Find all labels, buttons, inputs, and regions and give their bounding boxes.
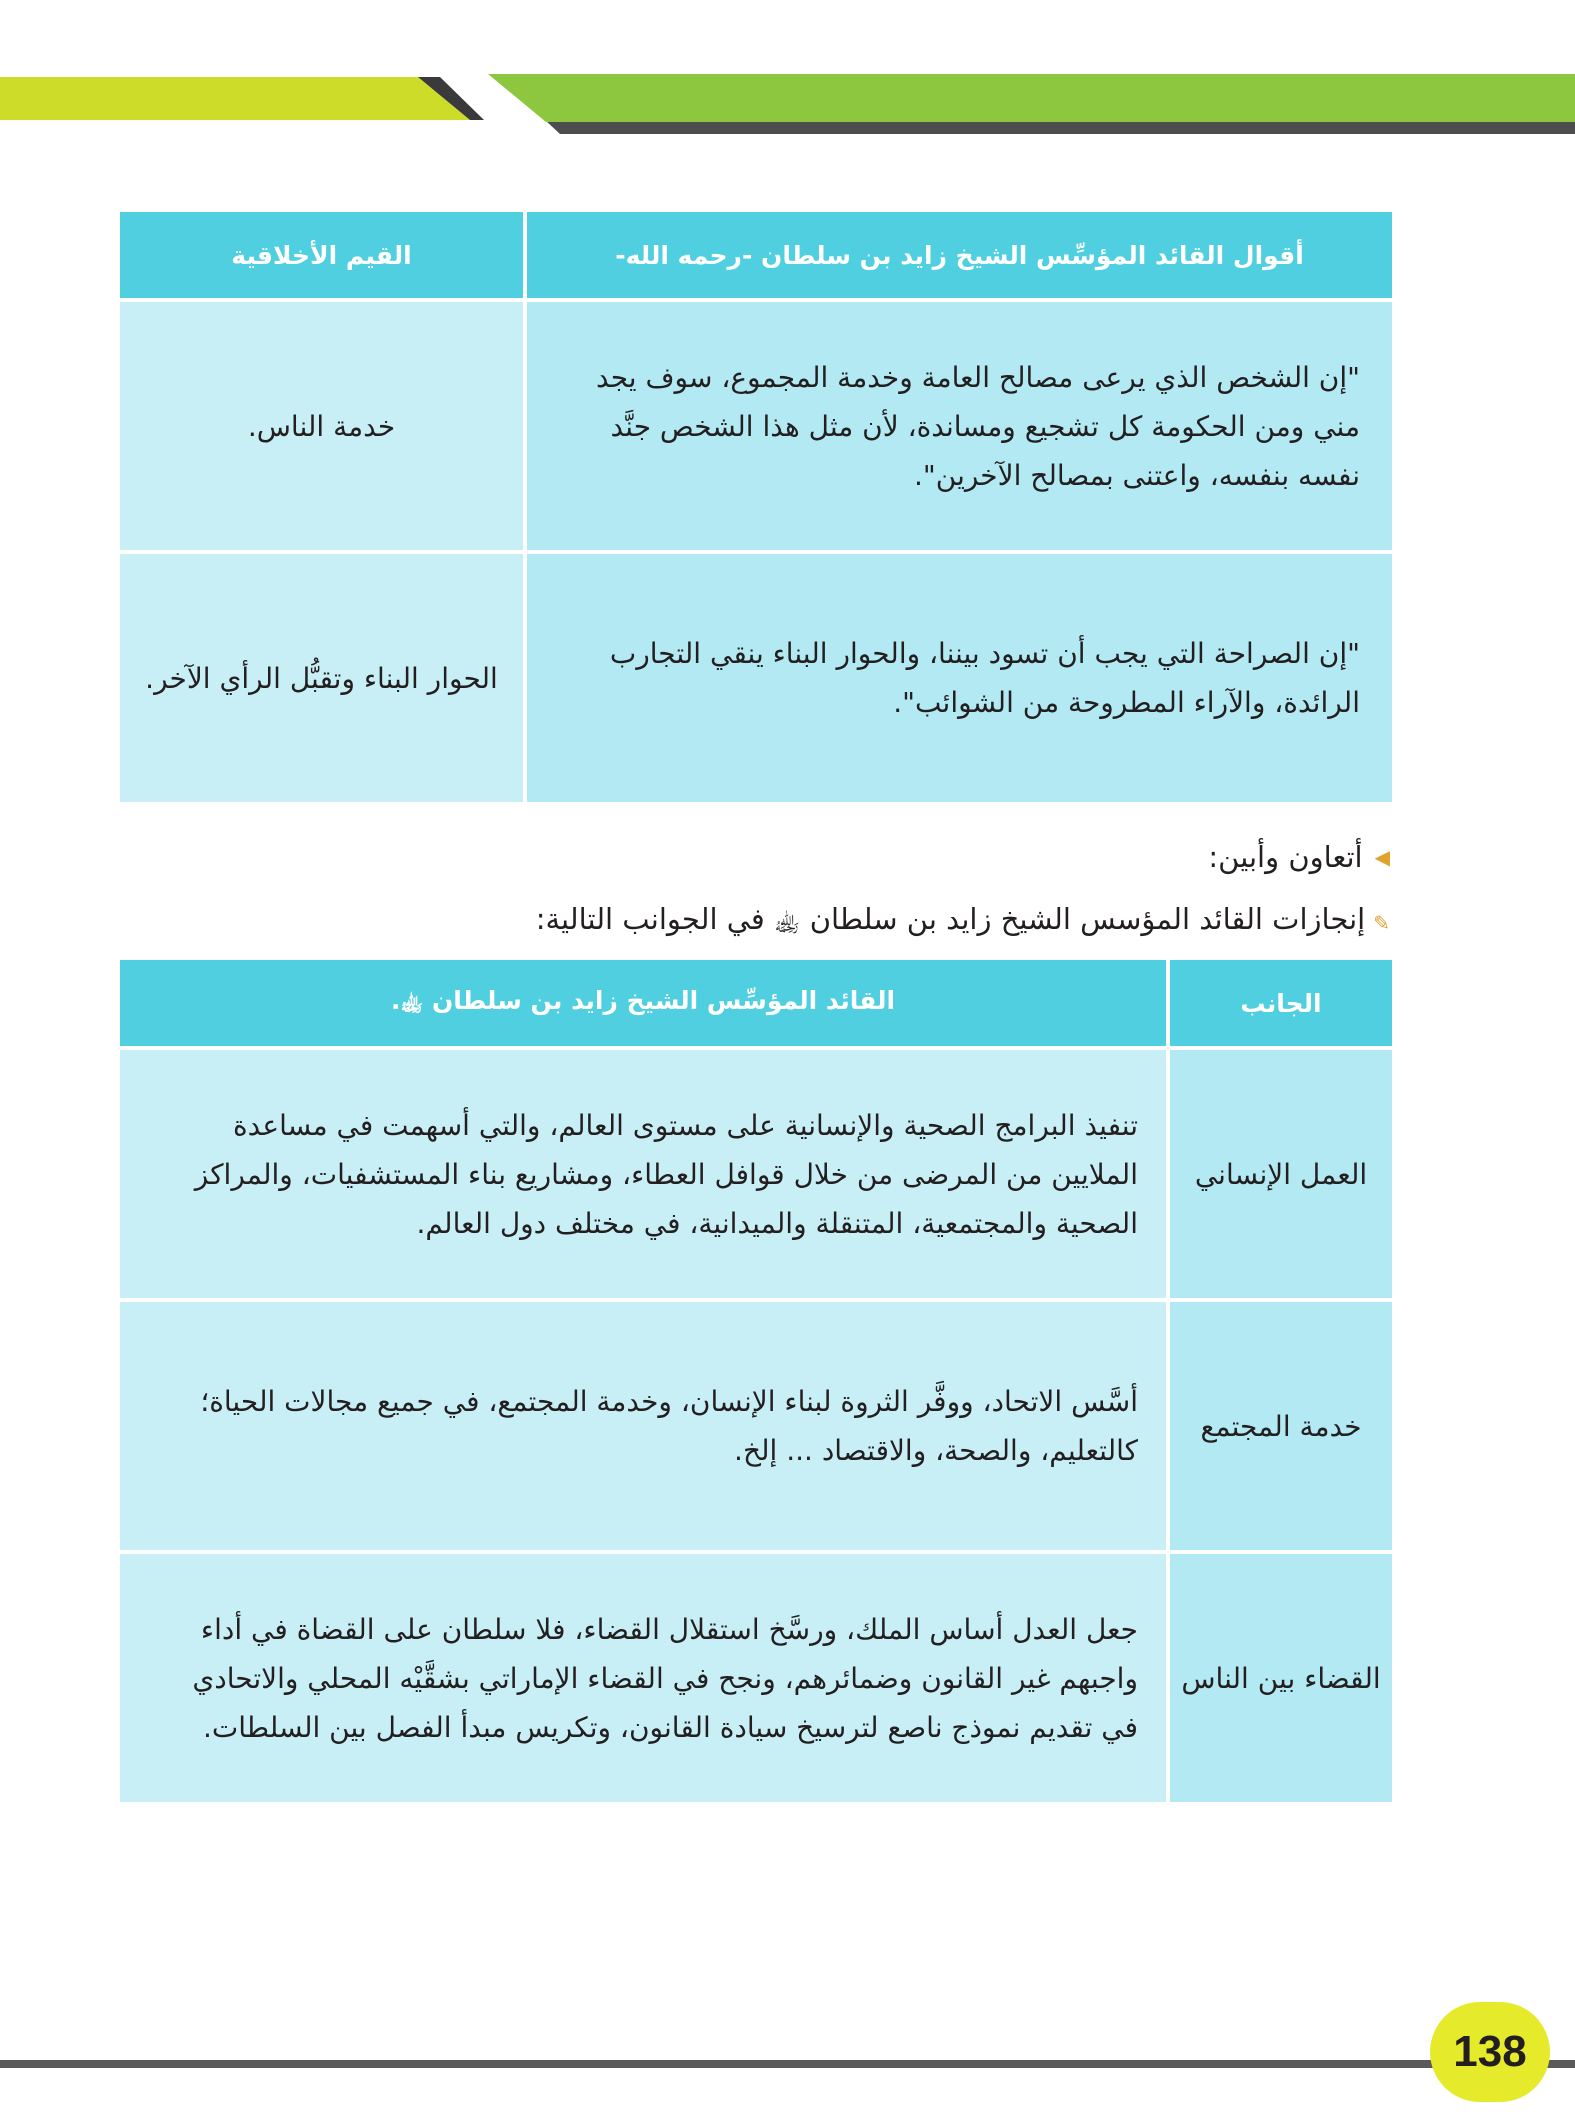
value-cell: الحوار البناء وتقبُّل الرأي الآخر.: [118, 552, 525, 804]
section-label: [1208, 840, 1390, 874]
aspect-cell: القضاء بين الناس: [1168, 1552, 1394, 1804]
quote-cell: "إن الشخص الذي يرعى مصالح العامة وخدمة المجموع، سوف يجد مني ومن الحكومة كل تشجيع ومساندة، لأن مثل هذا الشخص جنَّد نفسه بنفسه، واعتنى بمصالح الآخرين".: [525, 300, 1394, 552]
banner-green-stripe: [488, 74, 1575, 122]
table-header-row: [118, 958, 1394, 1048]
table-row: [118, 552, 1394, 804]
triangle-bullet-icon: ◀: [1374, 845, 1390, 869]
header-sayings: أقوال القائد المؤسِّس الشيخ زايد بن سلطان -رحمه الله-: [525, 210, 1394, 300]
page-number: 138: [1430, 2002, 1550, 2102]
banner-lime-stripe: [0, 77, 470, 120]
aspect-cell: خدمة المجتمع: [1168, 1300, 1394, 1552]
header-aspect: الجانب: [1168, 958, 1394, 1048]
top-banner: [0, 60, 1575, 140]
header-moral-values: القيم الأخلاقية: [118, 210, 525, 300]
instruction: [536, 902, 1390, 944]
achievements-table: [118, 958, 1394, 1804]
sayings-values-table: [118, 210, 1394, 804]
table-row: [118, 1048, 1394, 1300]
header-leader: القائد المؤسِّس الشيخ زايد بن سلطان ﵀.: [118, 958, 1168, 1048]
footer-line: [0, 2060, 1575, 2068]
instruction-text: إنجازات القائد المؤسس الشيخ زايد بن سلطان ﵀ في الجوانب التالية:: [535, 902, 1366, 936]
achievement-cell: أسَّس الاتحاد، ووفَّر الثروة لبناء الإنسان، وخدمة المجتمع، في جميع مجالات الحياة؛ كالتعليم، والصحة، والاقتصاد ... إلخ.: [118, 1300, 1168, 1552]
pencil-bullet-icon: ✎: [1373, 911, 1390, 935]
quote-cell: "إن الصراحة التي يجب أن تسود بيننا، والحوار البناء ينقي التجارب الرائدة، والآراء المطروحة من الشوائب".: [525, 552, 1394, 804]
aspect-cell: العمل الإنساني: [1168, 1048, 1394, 1300]
achievement-cell: جعل العدل أساس الملك، ورسَّخ استقلال القضاء، فلا سلطان على القضاة في أداء واجبهم غير القانون وضمائرهم، ونجح في القضاء الإماراتي بشقَّيْه المحلي والاتحادي في تقديم نموذج ناصع لترسيخ سيادة القانون، وتكريس مبدأ الفصل بين السلطات.: [118, 1552, 1168, 1804]
table-row: [118, 1300, 1394, 1552]
achievement-cell: تنفيذ البرامج الصحية والإنسانية على مستوى العالم، والتي أسهمت في مساعدة الملايين من المرضى من خلال قوافل العطاء، ومشاريع بناء المستشفيات، والمراكز الصحية والمجتمعية، المتنقلة والميدانية، في مختلف دول العالم.: [118, 1048, 1168, 1300]
section-label-text: أتعاون وأبين:: [1208, 840, 1363, 874]
table-row: [118, 300, 1394, 552]
table-header-row: [118, 210, 1394, 300]
table-row: [118, 1552, 1394, 1804]
value-cell: خدمة الناس.: [118, 300, 525, 552]
